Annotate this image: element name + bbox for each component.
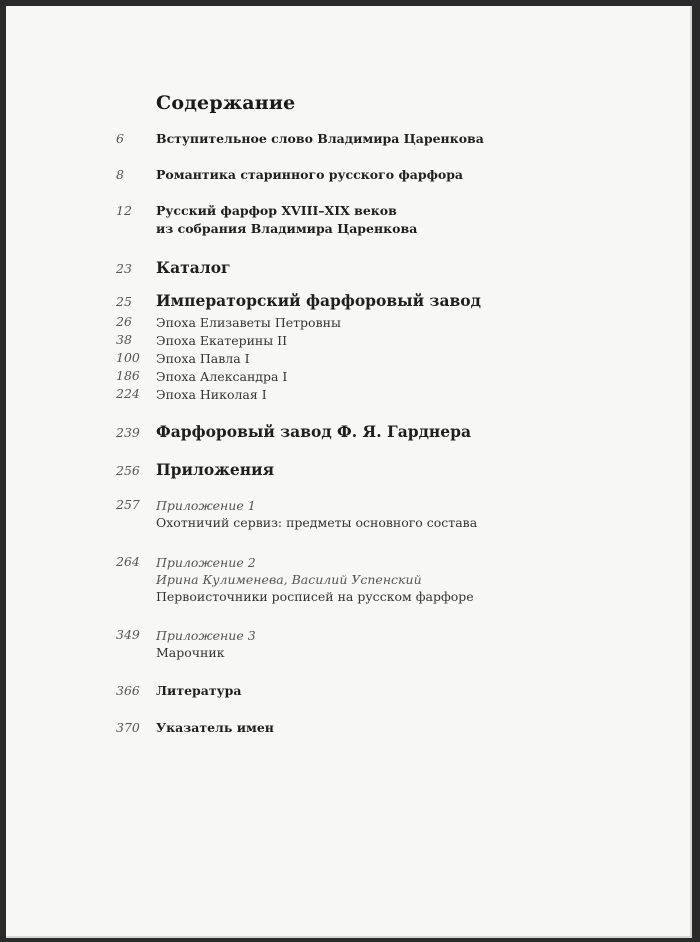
appendix-label: Приложение 2 (156, 555, 256, 570)
toc-page-number: 6 (116, 131, 124, 146)
toc-section-title: Приложения (156, 460, 275, 479)
appendix-title: Марочник (156, 645, 225, 660)
toc-page-number: 366 (116, 683, 140, 698)
toc-page-number: 26 (116, 314, 132, 329)
toc-entry-title: Указатель имен (156, 720, 274, 735)
toc-line: Романтика старинного русского фарфора (156, 167, 464, 182)
toc-appendix-content (156, 554, 676, 605)
toc-entry-title (156, 202, 676, 238)
toc-section-title: Фарфоровый завод Ф. Я. Гарднера (156, 422, 472, 441)
toc-section-title: Императорский фарфоровый завод (156, 291, 481, 310)
toc-page-number: 25 (116, 294, 132, 309)
toc-page-number: 239 (116, 425, 140, 440)
toc-page-number: 264 (116, 554, 140, 569)
toc-subentry-title: Эпоха Елизаветы Петровны (156, 315, 341, 330)
toc-page-number: 186 (116, 368, 140, 383)
toc-line: Вступительное слово Владимира Царенкова (156, 131, 484, 146)
toc-page-number: 257 (116, 497, 140, 512)
toc-entry-title (156, 130, 676, 148)
toc-page-number: 12 (116, 203, 132, 218)
toc-section-title: Каталог (156, 258, 231, 277)
appendix-title: Первоисточники росписей на русском фарфоре (156, 589, 474, 604)
toc-page-number: 256 (116, 463, 140, 478)
page (6, 6, 692, 938)
toc-entry-title: Литература (156, 683, 242, 698)
appendix-label: Приложение 1 (156, 498, 256, 513)
toc-page-number: 349 (116, 627, 140, 642)
toc-appendix-content (156, 627, 676, 661)
toc-page-number: 224 (116, 386, 140, 401)
appendix-authors: Ирина Кулименева, Василий Успенский (156, 572, 422, 587)
toc-page-number: 370 (116, 720, 140, 735)
toc-line: из собрания Владимира Царенкова (156, 221, 418, 236)
toc-page-number: 8 (116, 167, 124, 182)
toc-subentry-title: Эпоха Александра I (156, 369, 288, 384)
toc-appendix-content (156, 497, 676, 531)
toc-subentry-title: Эпоха Екатерины II (156, 333, 288, 348)
toc-entry-title (156, 166, 676, 184)
appendix-label: Приложение 3 (156, 628, 256, 643)
toc-subentry-title: Эпоха Павла I (156, 351, 250, 366)
toc-page-number: 23 (116, 261, 132, 276)
page-title: Содержание (156, 92, 296, 114)
toc-line: Русский фарфор XVIII–XIX веков (156, 203, 397, 218)
toc-page-number: 100 (116, 350, 140, 365)
appendix-title: Охотничий сервиз: предметы основного состава (156, 515, 478, 530)
toc-page-number: 38 (116, 332, 132, 347)
toc-subentry-title: Эпоха Николая I (156, 387, 267, 402)
